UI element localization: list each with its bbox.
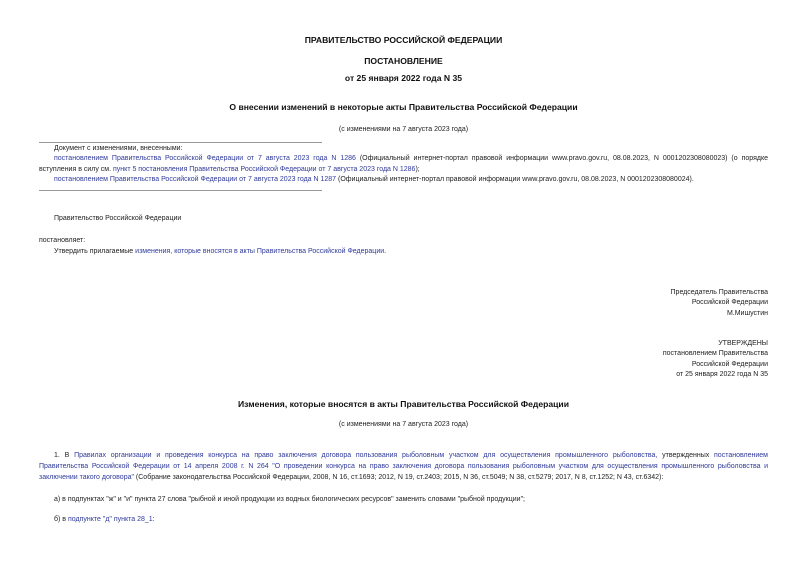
changes-intro: Документ с изменениями, внесенными:	[54, 145, 183, 152]
changes-link[interactable]: изменения, которые вносятся в акты Правительства Российской Федерации	[135, 248, 385, 255]
decides-text: постановляет:	[39, 237, 86, 244]
point-5-link[interactable]: пункт 5 постановления Правительства Российской Федерации от 7 августа 2023 года N 1286	[113, 166, 416, 173]
approved-date: от 25 января 2022 года N 35	[676, 371, 768, 378]
changes-line-1	[54, 154, 768, 163]
signature-org: Российской Федерации	[691, 299, 768, 306]
revision-note: (с изменениями на 7 августа 2023 года)	[338, 126, 469, 133]
text: б) в	[54, 516, 68, 523]
paragraph-1-line-1	[54, 451, 768, 460]
text: вступления в силу см.	[39, 166, 114, 173]
changes-title: Изменения, которые вносятся в акты Правительства Российской Федерации	[237, 399, 569, 409]
changes-line-3	[54, 175, 694, 184]
subparagraph-a: а) в подпунктах "ж" и "и" пункта 27 слова "рыбной и иной продукции из водных биологических ресурсов" заменить словами "рыбной продукции";	[54, 496, 525, 503]
approved-line: постановлением Правительства	[662, 350, 768, 357]
text: Утвердить прилагаемые	[54, 248, 136, 255]
rules-link[interactable]: Правилах организации и проведения конкурса на право заключения договора пользования рыболовным участком для осуществления промышленного рыболовства,	[74, 452, 658, 459]
resolution-link[interactable]: Правительства Российской Федерации от 14 апреля 2008 г. N 264 "О проведении конкурса на право заключения договора пользования рыболовным участком для осуществления промышленного рыболовства и	[39, 463, 768, 470]
changes-line-2	[39, 165, 420, 174]
text: 1. В	[54, 452, 75, 459]
text: утвержденных	[657, 452, 715, 459]
paragraph-1-line-2	[39, 462, 768, 471]
paragraph-1-line-3	[39, 473, 663, 482]
subpoint-link[interactable]: подпункте "д" пункта 28_1	[67, 516, 153, 523]
approve-paragraph	[54, 247, 386, 256]
doc-title: О внесении изменений в некоторые акты Правительства Российской Федерации	[229, 102, 578, 112]
text: (Собрание законодательства Российской Федерации, 2008, N 16, ст.1693; 2012, N 19, ст.2403; 2015, N 36, ст.5049; N 38, ст.5279; 2017, N 8, ст.1252; N 43, ст.6342):	[133, 474, 664, 481]
approved-label: УТВЕРЖДЕНЫ	[718, 340, 768, 347]
signature-name: М.Мишустин	[726, 310, 768, 317]
amendment-link-1286[interactable]: постановлением Правительства Российской Федерации от 7 августа 2023 года N 1286	[54, 155, 356, 162]
text: .	[384, 248, 387, 255]
doc-date-number: от 25 января 2022 года N 35	[344, 73, 463, 83]
resolution-link[interactable]: постановлением	[714, 452, 768, 459]
divider	[39, 190, 322, 191]
source-note: (Официальный интернет-портал правовой информации www.pravo.gov.ru, 08.08.2023, N 0001202308080024).	[336, 176, 694, 183]
government-heading: ПРАВИТЕЛЬСТВО РОССИЙСКОЙ ФЕДЕРАЦИИ	[304, 35, 503, 45]
resolution-link[interactable]: заключении такого договора"	[39, 474, 134, 481]
divider	[39, 142, 322, 143]
amendment-link-1287[interactable]: постановлением Правительства Российской Федерации от 7 августа 2023 года N 1287	[54, 176, 337, 183]
source-note: (Официальный интернет-портал правовой информации www.pravo.gov.ru, 08.08.2023, N 0001202308080023) (о порядке	[355, 155, 768, 162]
changes-revision: (с изменениями на 7 августа 2023 года)	[338, 421, 469, 428]
doc-type: ПОСТАНОВЛЕНИЕ	[364, 56, 443, 66]
text: :	[152, 516, 155, 523]
signature-title: Председатель Правительства	[670, 289, 768, 296]
approved-line: Российской Федерации	[691, 361, 768, 368]
text: );	[415, 166, 420, 173]
subparagraph-b	[54, 515, 155, 524]
government-text: Правительство Российской Федерации	[54, 215, 182, 222]
